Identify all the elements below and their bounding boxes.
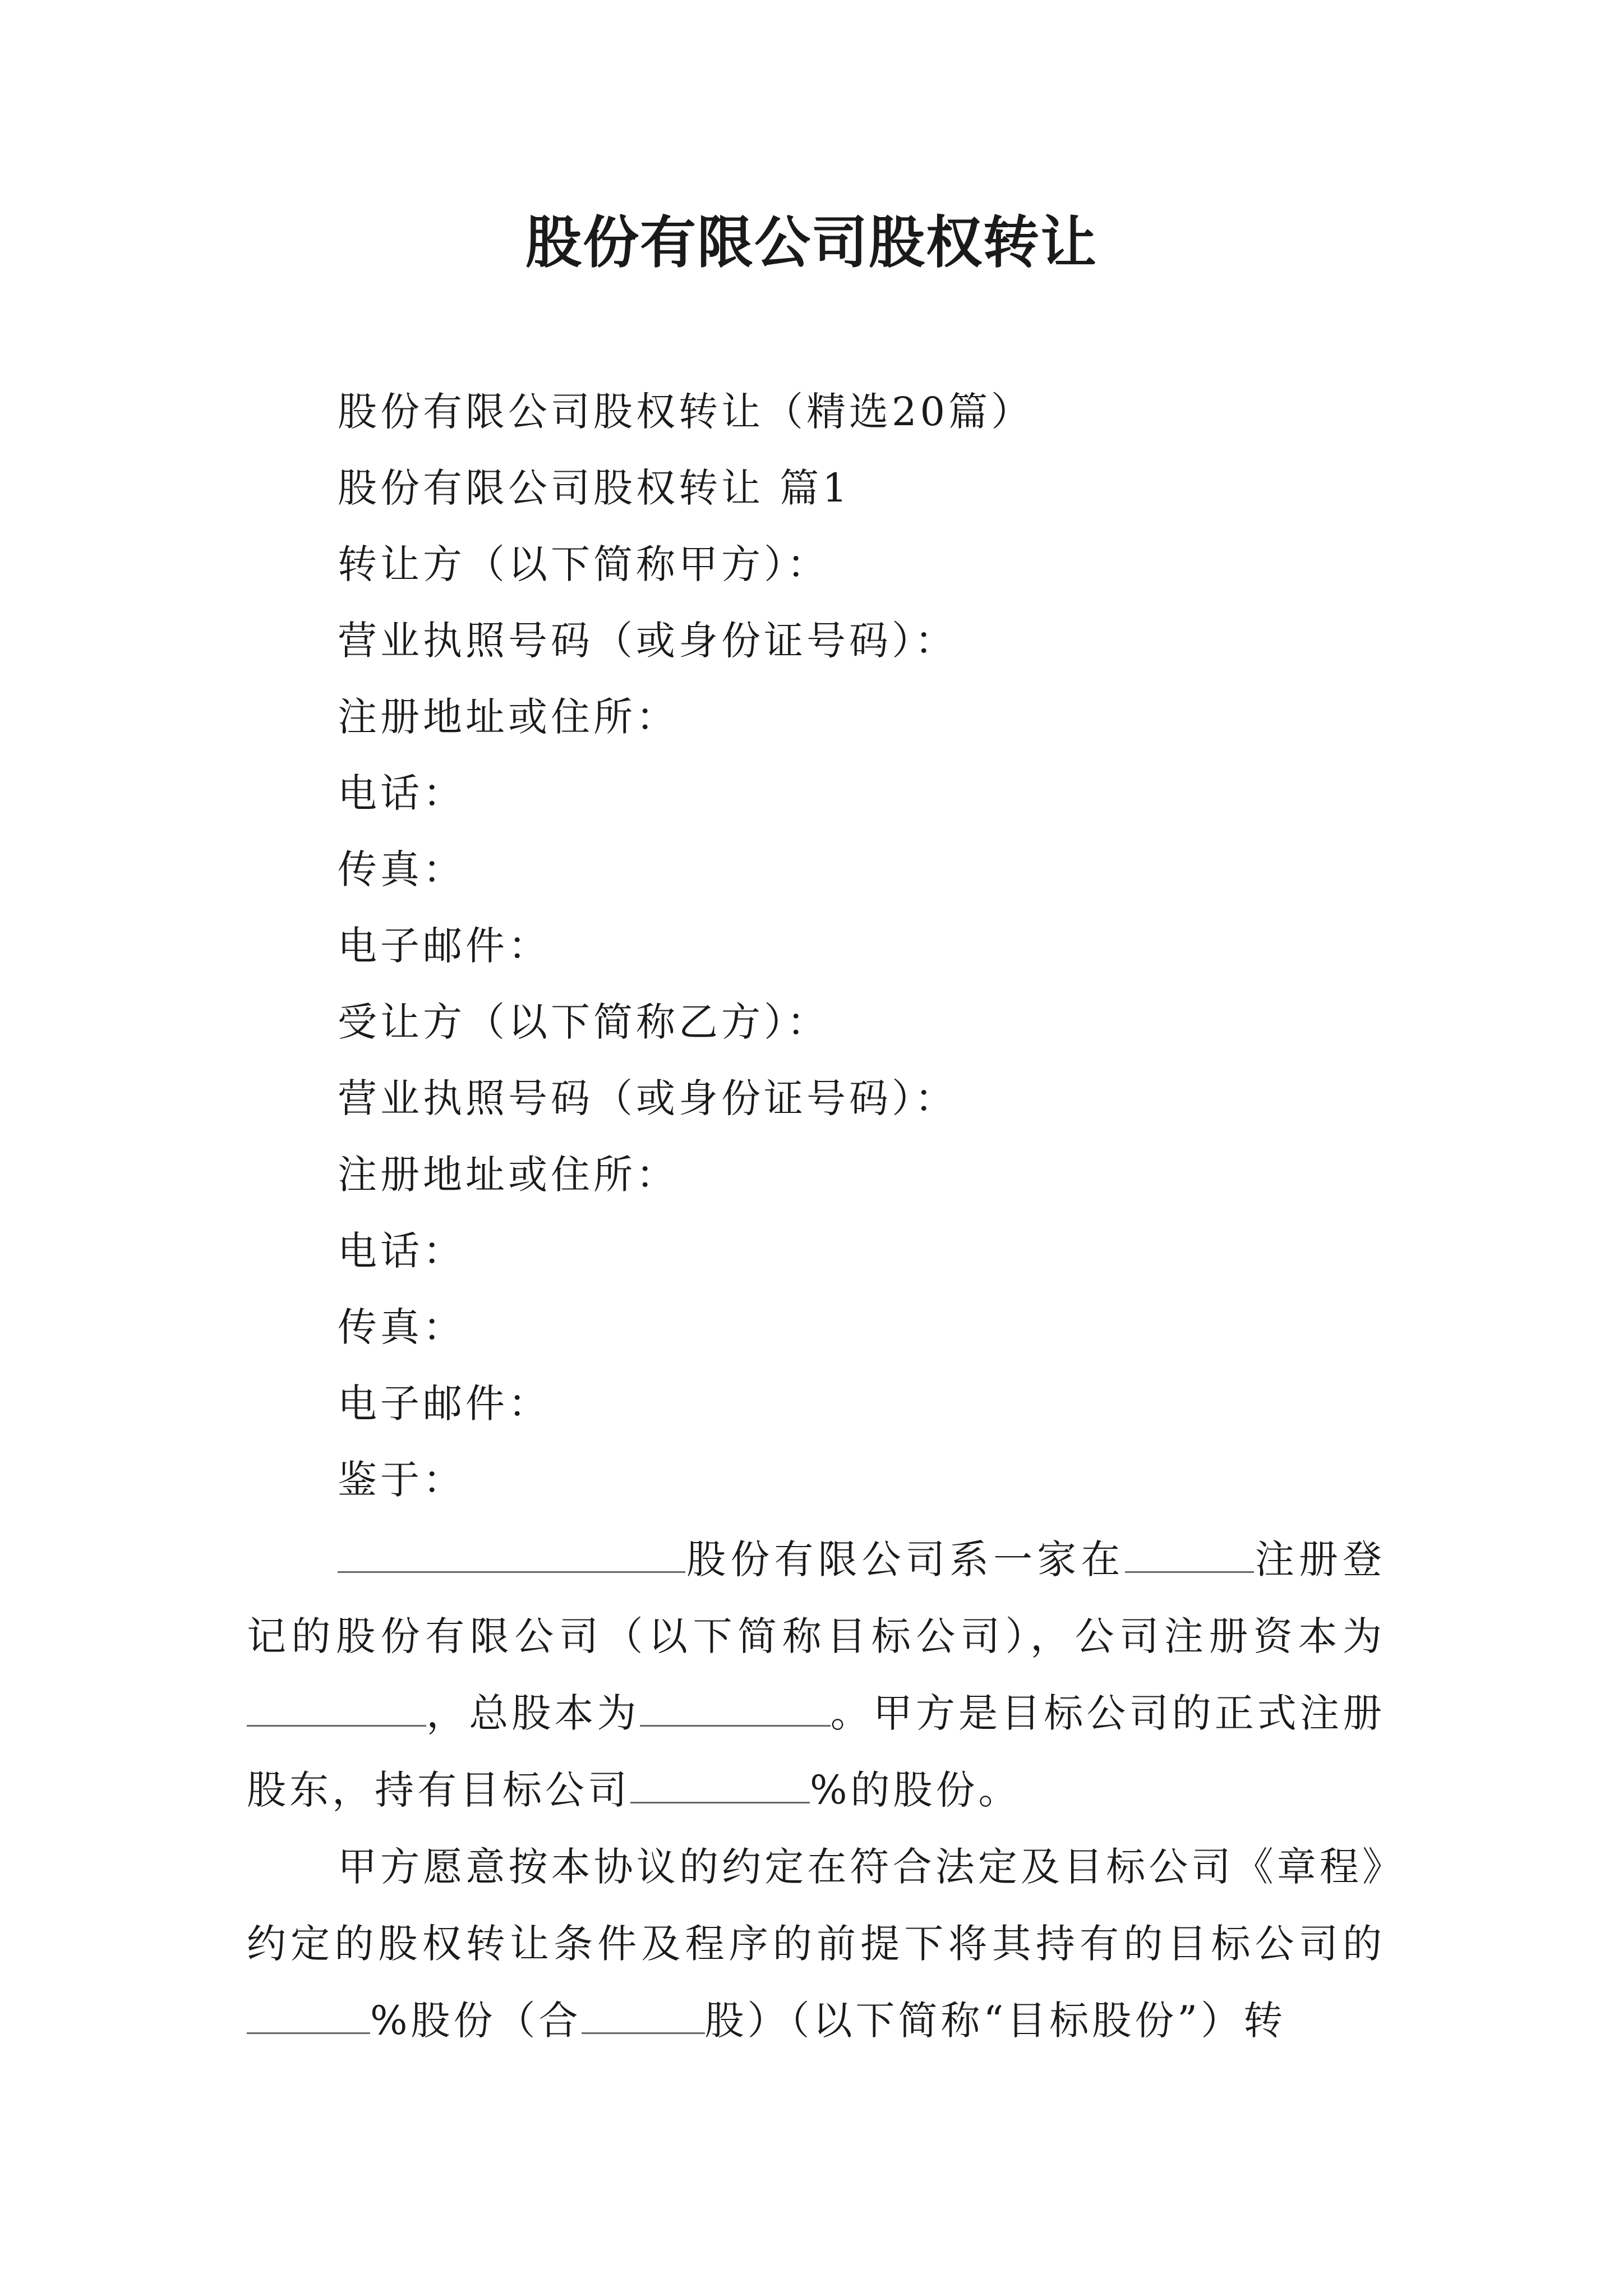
party-b-phone-label: 电话： — [338, 1228, 465, 1274]
held-percentage-blank — [630, 1766, 810, 1803]
para1-text-2: 注册登记的股份有限公司（以下简称目标公司），公司注册资本为 — [247, 1536, 1386, 1659]
total-shares-blank — [640, 1689, 831, 1727]
para1-text-1: 股份有限公司系一家在 — [685, 1536, 1125, 1582]
para1-text-5: %的股份。 — [810, 1767, 1021, 1813]
whereas-label: 鉴于： — [338, 1457, 465, 1503]
company-name-blank — [338, 1535, 685, 1573]
para2-text-2: %股份（合 — [370, 1998, 582, 2044]
party-b-license-label: 营业执照号码（或身份证号码）： — [338, 1075, 957, 1121]
party-a-address-label: 注册地址或住所： — [338, 694, 679, 740]
party-a-email-label: 电子邮件： — [338, 923, 551, 969]
transferee-label: 受让方（以下简称乙方）： — [338, 999, 829, 1045]
party-a-license-label: 营业执照号码（或身份证号码）： — [338, 618, 957, 664]
para2-text-1: 甲方愿意按本协议的约定在符合法定及目标公司《章程》约定的股权转让条件及程序的前提下将其持有的目标公司的 — [247, 1844, 1385, 1967]
registered-capital-blank — [247, 1689, 426, 1727]
section-heading: 股份有限公司股权转让 篇1 — [338, 465, 851, 511]
para1-text-4: 。甲方是目标公司的正式注册股东，持有目标公司 — [247, 1690, 1386, 1813]
party-b-address-label: 注册地址或住所： — [338, 1152, 679, 1198]
registration-place-blank — [1125, 1535, 1254, 1573]
party-b-fax-label: 传真： — [338, 1304, 465, 1350]
para1-text-3: ，总股本为 — [426, 1690, 640, 1736]
whereas-paragraph-2 — [247, 1829, 1385, 2059]
whereas-paragraph-1 — [247, 1521, 1385, 1829]
party-b-email-label: 电子邮件： — [338, 1381, 551, 1427]
party-a-phone-label: 电话： — [338, 770, 465, 816]
document-title: 股份有限公司股权转让 — [525, 209, 1098, 275]
party-a-fax-label: 传真： — [338, 846, 465, 892]
transfer-percentage-blank — [247, 1996, 370, 2034]
subtitle-line: 股份有限公司股权转让（精选20篇） — [338, 389, 1034, 435]
transferor-label: 转让方（以下简称甲方）： — [338, 541, 829, 587]
para2-text-3: 股）（以下简称“目标股份”）转 — [704, 1998, 1287, 2044]
transfer-shares-blank — [582, 1996, 705, 2034]
